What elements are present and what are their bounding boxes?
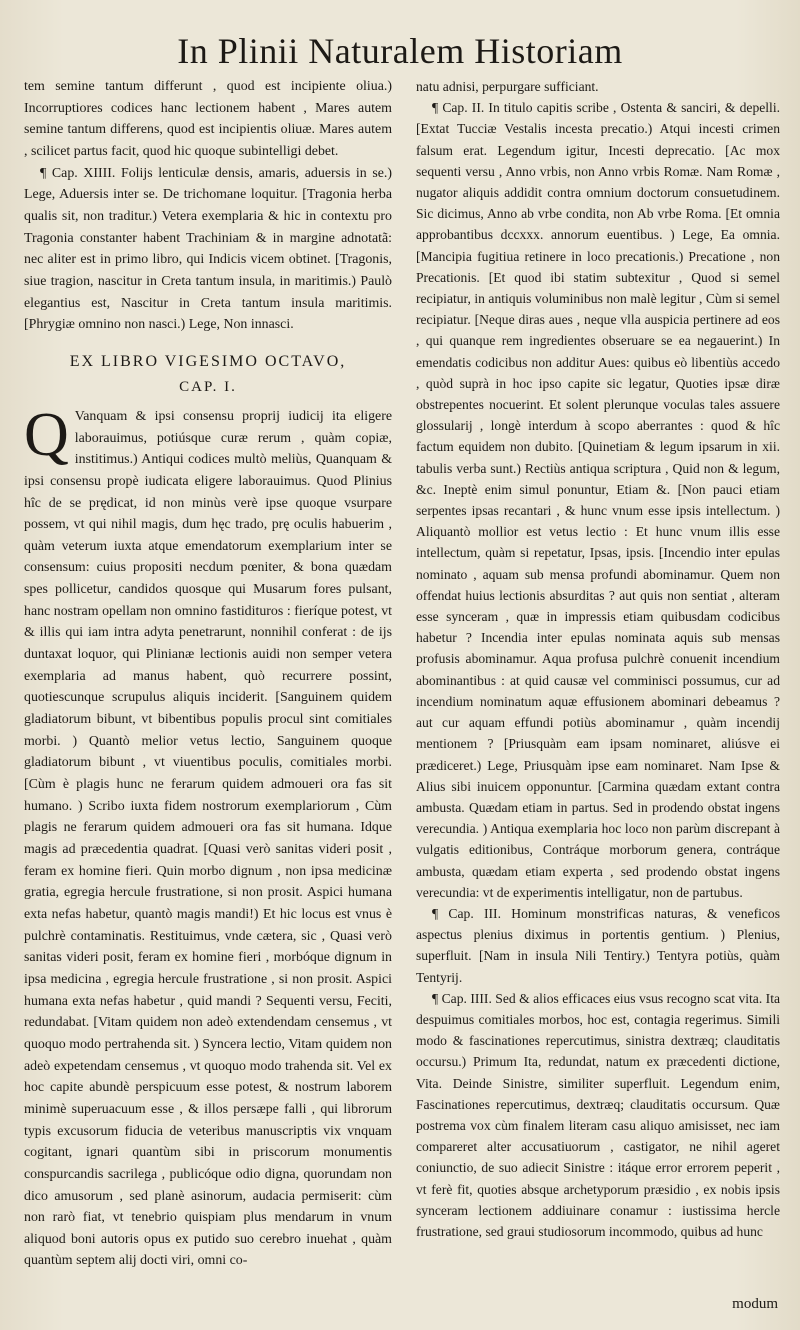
running-head: In Plinii Naturalem Historiam bbox=[177, 31, 623, 71]
left-paragraph-2: ¶ Cap. XIIII. Folijs lenticulæ densis, amaris, aduersis in se.) Lege, Aduersis inter se. De trichomane loquitur. [Tragonia herba qualis sit, non traditur.) Vetera exemplaria & hic in contextu pro Tragonia constanter habent Trachiniam & in margine adnotatã: nec aliter est in primo libro, qui Indicis vicem obtinet. [Tragonis, siue tragion, nascitur in Creta tantum insula, in maritimis.) Paulò elegantius est, Nascitur in Creta tantum insula maritimis. [Phrygiæ omnino non nasci.) Lege, Non innasci. bbox=[24, 165, 392, 333]
right-paragraph-3: ¶ Cap. III. Hominum monstrificas naturas, & veneficos aspectus plenius diximus in portentis gentium. ) Plenius, superfluit. [Nam in insula Nili Tentiry.) Tentyra potiùs, quàm Tentyrij. bbox=[416, 905, 780, 985]
right-paragraph-1: natu adnisi, perpurgare sufficiant. bbox=[416, 79, 599, 94]
drop-cap: Q bbox=[24, 400, 69, 469]
chapter-heading: CAP. I. bbox=[179, 378, 237, 395]
right-paragraph-2: ¶ Cap. II. In titulo capitis scribe , Ostenta & sanciri, & depelli. [Extat Tucciæ Vestalis incesta precatio.) Atqui incesti crimen falsum erat. Legendum igitur, Incesti deprecatio. [Ac mox sequenti versu , Anno vrbis, non Anno vrbis Romæ. Nam Romæ , nugator aliquis addidit contra omnium doctorum consuetudinem. Sic dicimus, Anno ab vrbe condita, non Ab vrbe Roma. [Et omnia approbantibus dccxxx. annorum euentibus. ) Lege, Ea omnia. [Mancipia fugitiua retinere in loco precationis.) Precatione , non Precationis. [Et quod ibi statim subtexitur , Quod si semel recipiatur, in antiquis voluminibus non malè legitur , Cùm si semel recipiatur. [Neque diras aues , neque vlla auspicia pertinere ad eos , qui quanque rem ingredientes obseruare se ea negauerint.) In emendatis codicibus non additur Aues: quibus eò libentiùs accedo , quòd suprà in hoc ipso capite sic legatur, Quoties ipsæ diræ obstrepentes nocuerint. Et solent plerunque voculas tales assuere glossularij , longè interdum à scopo aberrantes : quod & hîc factum equidem non dubito. [Quinetiam & legum ipsarum in xii. tabulis verba sunt.) Rectiùs antiqua scriptura , Quid non & legum, &c. Ineptè enim simul ponuntur, Etiam &. [Non pauci etiam serpentes ipsas recantari , & hunc vnum esse ipsis intellectum. ) Aliquantò mollior est vetus lectio : Et hunc vnum illis esse intellectum, quàm si repetatur, Ipsas, ipsis. [Incendio inter epulas nominato , aquam sub mensa profundi abominamur. Quem non offendat huius lectionis absurditas ? aut quis non sentiat , alteram esse synceram , quæ in impressis etiam quibusdam codicibus habetur ? Incendia inter epulas nominata aquis sub mensas profusis abominamur. Aqua profusa pulchrè conuenit incendium abominantibus : at quid causæ vel comminisci possumus, cur ad incendium nominatum aquæ effusionem abominari debeamus ? aut cur aquam effundi potiùs abominamur , quàm incendij mentionem ? [Priusquàm eam ipsam nominaret, aliúsve ei prædiceret.) Lege, Priusquàm ipse eam nominaret. Nam Ipse & Alius sibi inuicem opponuntur. [Carmina quædam extant contra ambusta. Quædam etiam in partus. Sed in prodendo obstat ingens verecundia. ) Antiqua exemplaria hoc loco non parùm discrepant à vulgatis editionibus, Contráque morborum genera, contráque ambusta, quædam etiam experta , sed prodendo obstat ingens verecundia: vt de experimentis intelligatur, non de partubus. bbox=[416, 100, 780, 900]
left-paragraph-3: Vanquam & ipsi consensu proprij iudicij ita eligere laborauimus, potiúsque curæ rerum , quàm copiæ, institimus.) Antiqui codices multò meliùs, Quanquam & ipsi consensu propè iudicata eligere laborauimus. Quod Plinius hîc de se prędicat, id non minùs verè ipse quoque vsurpare possem, vt qui nihil magis, dum hęc trado, prę oculis habuerim , quàm veterum iuxta atque emendatorum exemplarium inter se consensum: cuius propositi necdum pœniter, & bona quædam spes pollicetur, candidos quosque qui Musarum fores pulsant, hanc nostram opellam non omnino fastidituros : fieríque potest, vt & illis qui iam intra adyta penetrarunt, nonnihil conferat : de ijs duntaxat loquor, qui Plinianæ lectionis auidi non semper vetera exemplaria ad manus habent, quò recurrere possint, quotiescunque scrupulus aliquis inciderit. [Sanguinem quidem gladiatorum bibunt, vt bibentibus populis procul sint comitiales morbi. ) Quantò melior vetus lectio, Sanguinem quoque gladiatorum bibunt , vt viuentibus poculis, comitiales morbi. [Cùm è plagis hunc ne ferarum quidem admoueri ora fas sit humano. ) Scribo iuxta fidem nostrorum exemplariorum , Cùm plagis ne ferarum quidem admoueri ora fas sit humana. Idque magis ad præcedentia quadrat. [Quasi verò sanitas videri posit , feram ex homine fieri. Quin morbo dignum , non ipsa medicinæ gratia, egregia hercule frustratione, si non prosit. Aspici humana exta nefas habetur, quantò magis mandi!) Et hic locus est vnus è pulchrè contaminatis. Restituimus, vnde cætera, sic , Quasi verò sanitas videri posit, feram ex homine fieri , morbóque dignum in ipsa medicina , egregia hercule frustratione , si non prosit. Aspici humana exta nefas habetur , quid mandi ? Sequenti versu, Feciti, redundabat. [Vitam quidem non adeò extendendam censemus , vt quoquo modo pertrahenda sit. ) Syncera lectio, Vitam quidem non adeò expetendam censemus , vt quoquo modo trahenda sit. Vel ex hoc capite abundè perspicuum esse potest, & nostrum laborem minimè superuacuum esse , & illos persæpe falli , qui librorum typis excusorum fiducia de veteribus manuscriptis vix vnquam cogitant, ignari quantùm sibi in priscorum monumentis conspurcandis sacrilega , publicóque odio digna, quorundam non dico amusorum , sed planè asinorum, audacia permiserit: cùm non rarò fiat, vt tenebrio quispiam plus mendarum in vnum aliquod boni autoris opus ex putido suo cerebro inuehat , quàm quantùm septem alij docti viri, omni co- bbox=[24, 408, 392, 1269]
left-paragraph-1: tem semine tantum differunt , quod est incipiente oliua.) Incorruptiores codices hanc lectionem habent , Mares autem semine tantum differens, quod est incipientis oliuæ. Mares autem , scilicet partus facit, quod hic quoque subintelligi debet. bbox=[24, 79, 392, 159]
catchword: modum bbox=[732, 1296, 778, 1312]
left-column bbox=[24, 76, 392, 1272]
right-paragraph-4: ¶ Cap. IIII. Sed & alios efficaces eius vsus recogno scat vita. Ita despuimus comitiales morbos, hoc est, contagia regerimus. Simili modo & fascinationes repercutimus, sinistra dextræq; clauditatis occursu.) Primum Ita, redundat, natum ex præcedenti dictione, Vita. Deinde Sinistre, similiter superfluit. Legendum enim, Fascinationes repercutimus, dextræq; clauditatis occursum. Quæ postrema vox cùm finalem literam casu aliquo amisisset, nec iam compareret alter accusatiuorum , castigator, ne nihil ageret coniunctio, de suo adiecit Sinistre : itáque error errorem peperit , vt ferè fit, quoties absque archetyporum præsidio , ex nobis ipsis synceram lectionem addiuinare conamur : iustissima hercle frustratione, sed graui studiosorum incommodo, quibus ad hunc bbox=[416, 990, 780, 1239]
section-heading: EX LIBRO VIGESIMO OCTAVO, bbox=[69, 352, 347, 370]
right-column bbox=[416, 76, 780, 1242]
